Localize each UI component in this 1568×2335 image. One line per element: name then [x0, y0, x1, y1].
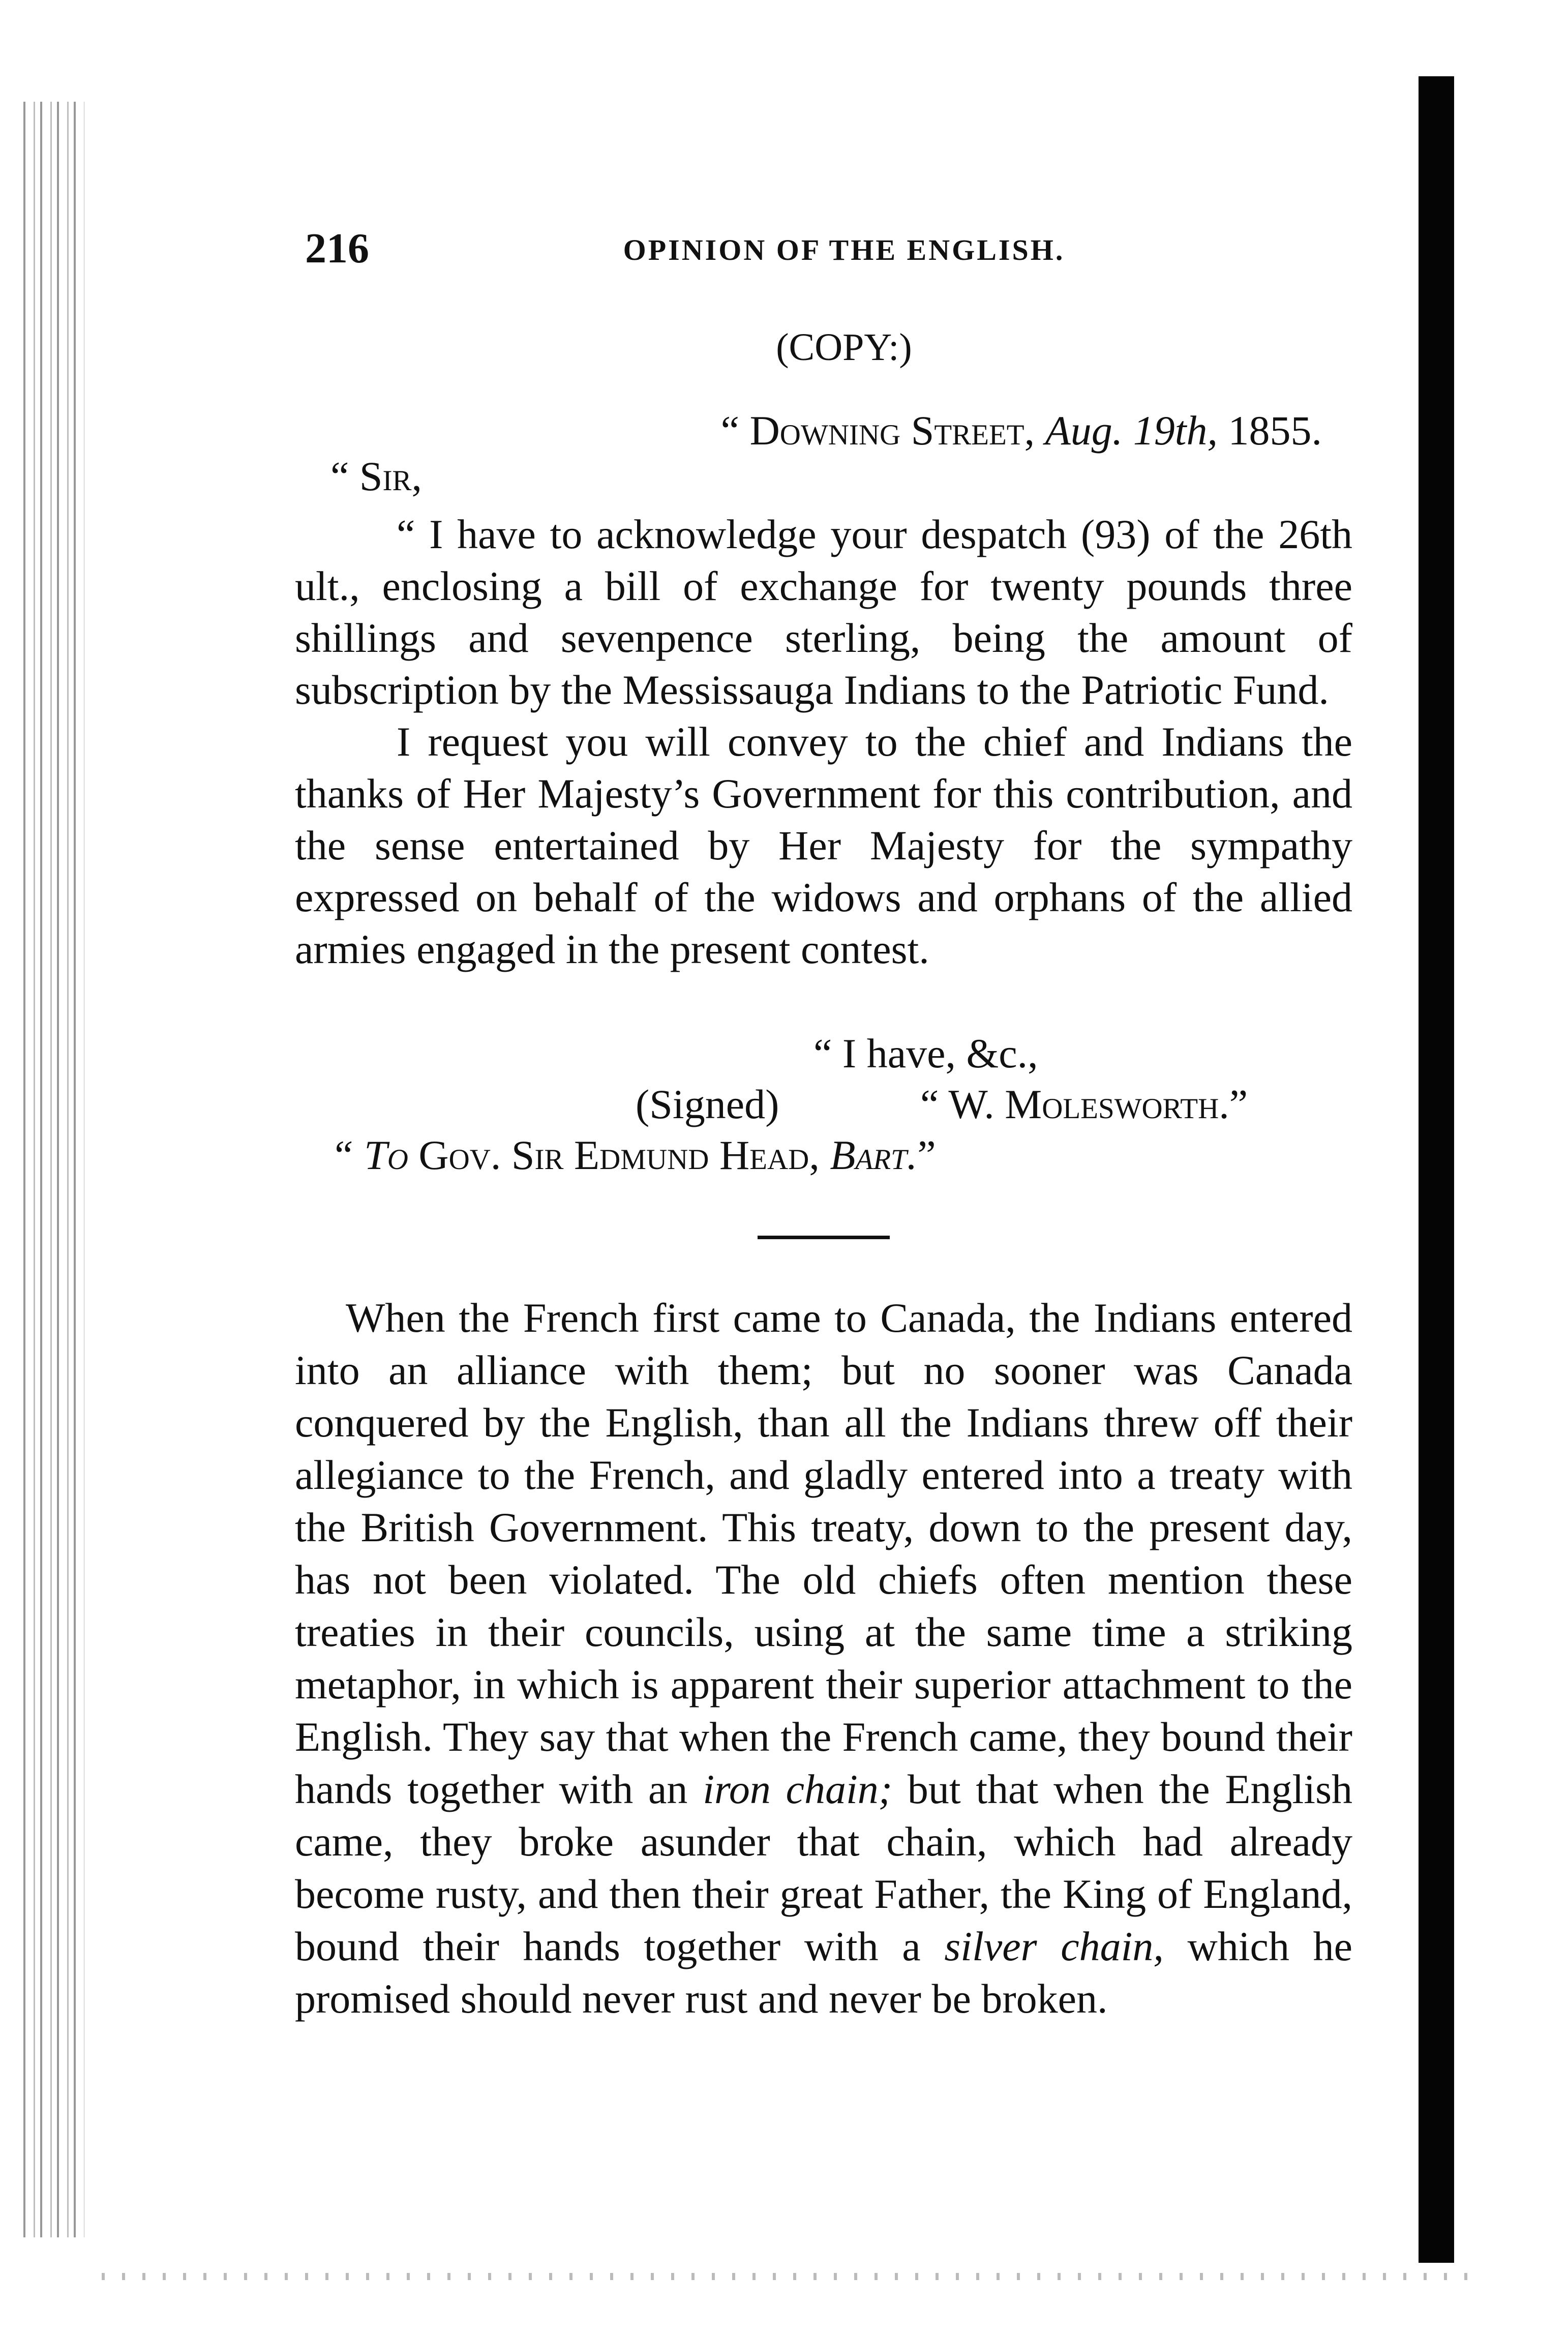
letter-paragraph-2: I request you will convey to the chief and Indians the thanks of Her Majesty’s Government for this contribution, and the sense entertained by Her Majesty for the sympathy expressed on behalf of the widows and orphans of the allied armies engaged in the present contest.	[295, 719, 1352, 972]
addressee-to: “ To	[330, 1132, 408, 1178]
scan-edge-right	[1419, 76, 1454, 2263]
dateline-year: 1855.	[1218, 407, 1322, 454]
body-paragraph	[295, 1292, 1352, 2025]
body-italic-silver-chain: silver chain,	[944, 1923, 1164, 1969]
scan-noise-bottom	[102, 2273, 1474, 2280]
scan-edge-left	[18, 102, 84, 2237]
body-italic-iron-chain: iron chain;	[703, 1766, 893, 1812]
page-number: 216	[305, 225, 369, 272]
body-part-1: When the French first came to Canada, the Indians entered into an alliance with them; but no sooner was Canada conquered by the English, than all the Indians threw off their allegiance to the French, and gladly entered into a treaty with the British Government. This treaty, down to the present day, has not been violated. The old chiefs often mention these treaties in their councils, using at the same time a striking metaphor, in which is apparent their superior attachment to the English. They say that when the French came, they bound their hands together with an	[295, 1295, 1352, 1812]
letter-addressee	[330, 1131, 936, 1179]
running-title: OPINION OF THE ENGLISH.	[623, 233, 1065, 266]
body-part-2: but that when the English came, they broke asunder that chain, which had already become rusty, and then their great Father, the King of England, bound their hands together with a	[295, 1766, 1352, 1969]
body-part-3: which he promised should never rust and never be broken.	[295, 1923, 1352, 2022]
dateline-date: Aug. 19th,	[1045, 407, 1218, 454]
section-divider	[758, 1236, 890, 1239]
addressee-bart: Bart.	[830, 1132, 918, 1178]
letter-closing: “ I have, &c.,	[813, 1030, 1038, 1076]
letter-signer: “ W. Molesworth.”	[920, 1081, 1248, 1127]
letter-salutation: “ Sir,	[330, 453, 422, 499]
letter-dateline	[305, 407, 1322, 455]
page-header	[305, 224, 1383, 280]
letter-body	[295, 508, 1352, 975]
copy-label: (COPY:)	[776, 326, 912, 369]
addressee-end: ”	[917, 1132, 936, 1178]
addressee-name: Gov. Sir Edmund Head,	[408, 1132, 830, 1178]
body-text	[295, 1292, 1352, 2025]
letter-paragraph-1: “ I have to acknowledge your despatch (93) of the 26th ult., enclosing a bill of exchange for twenty pounds three shillings and sevenpence sterling, being the amount of subscription by the Messissauga Indians to the Patriotic Fund.	[295, 511, 1352, 713]
signed-label: (Signed)	[636, 1081, 779, 1127]
dateline-prefix: “ Downing Street,	[720, 407, 1045, 454]
